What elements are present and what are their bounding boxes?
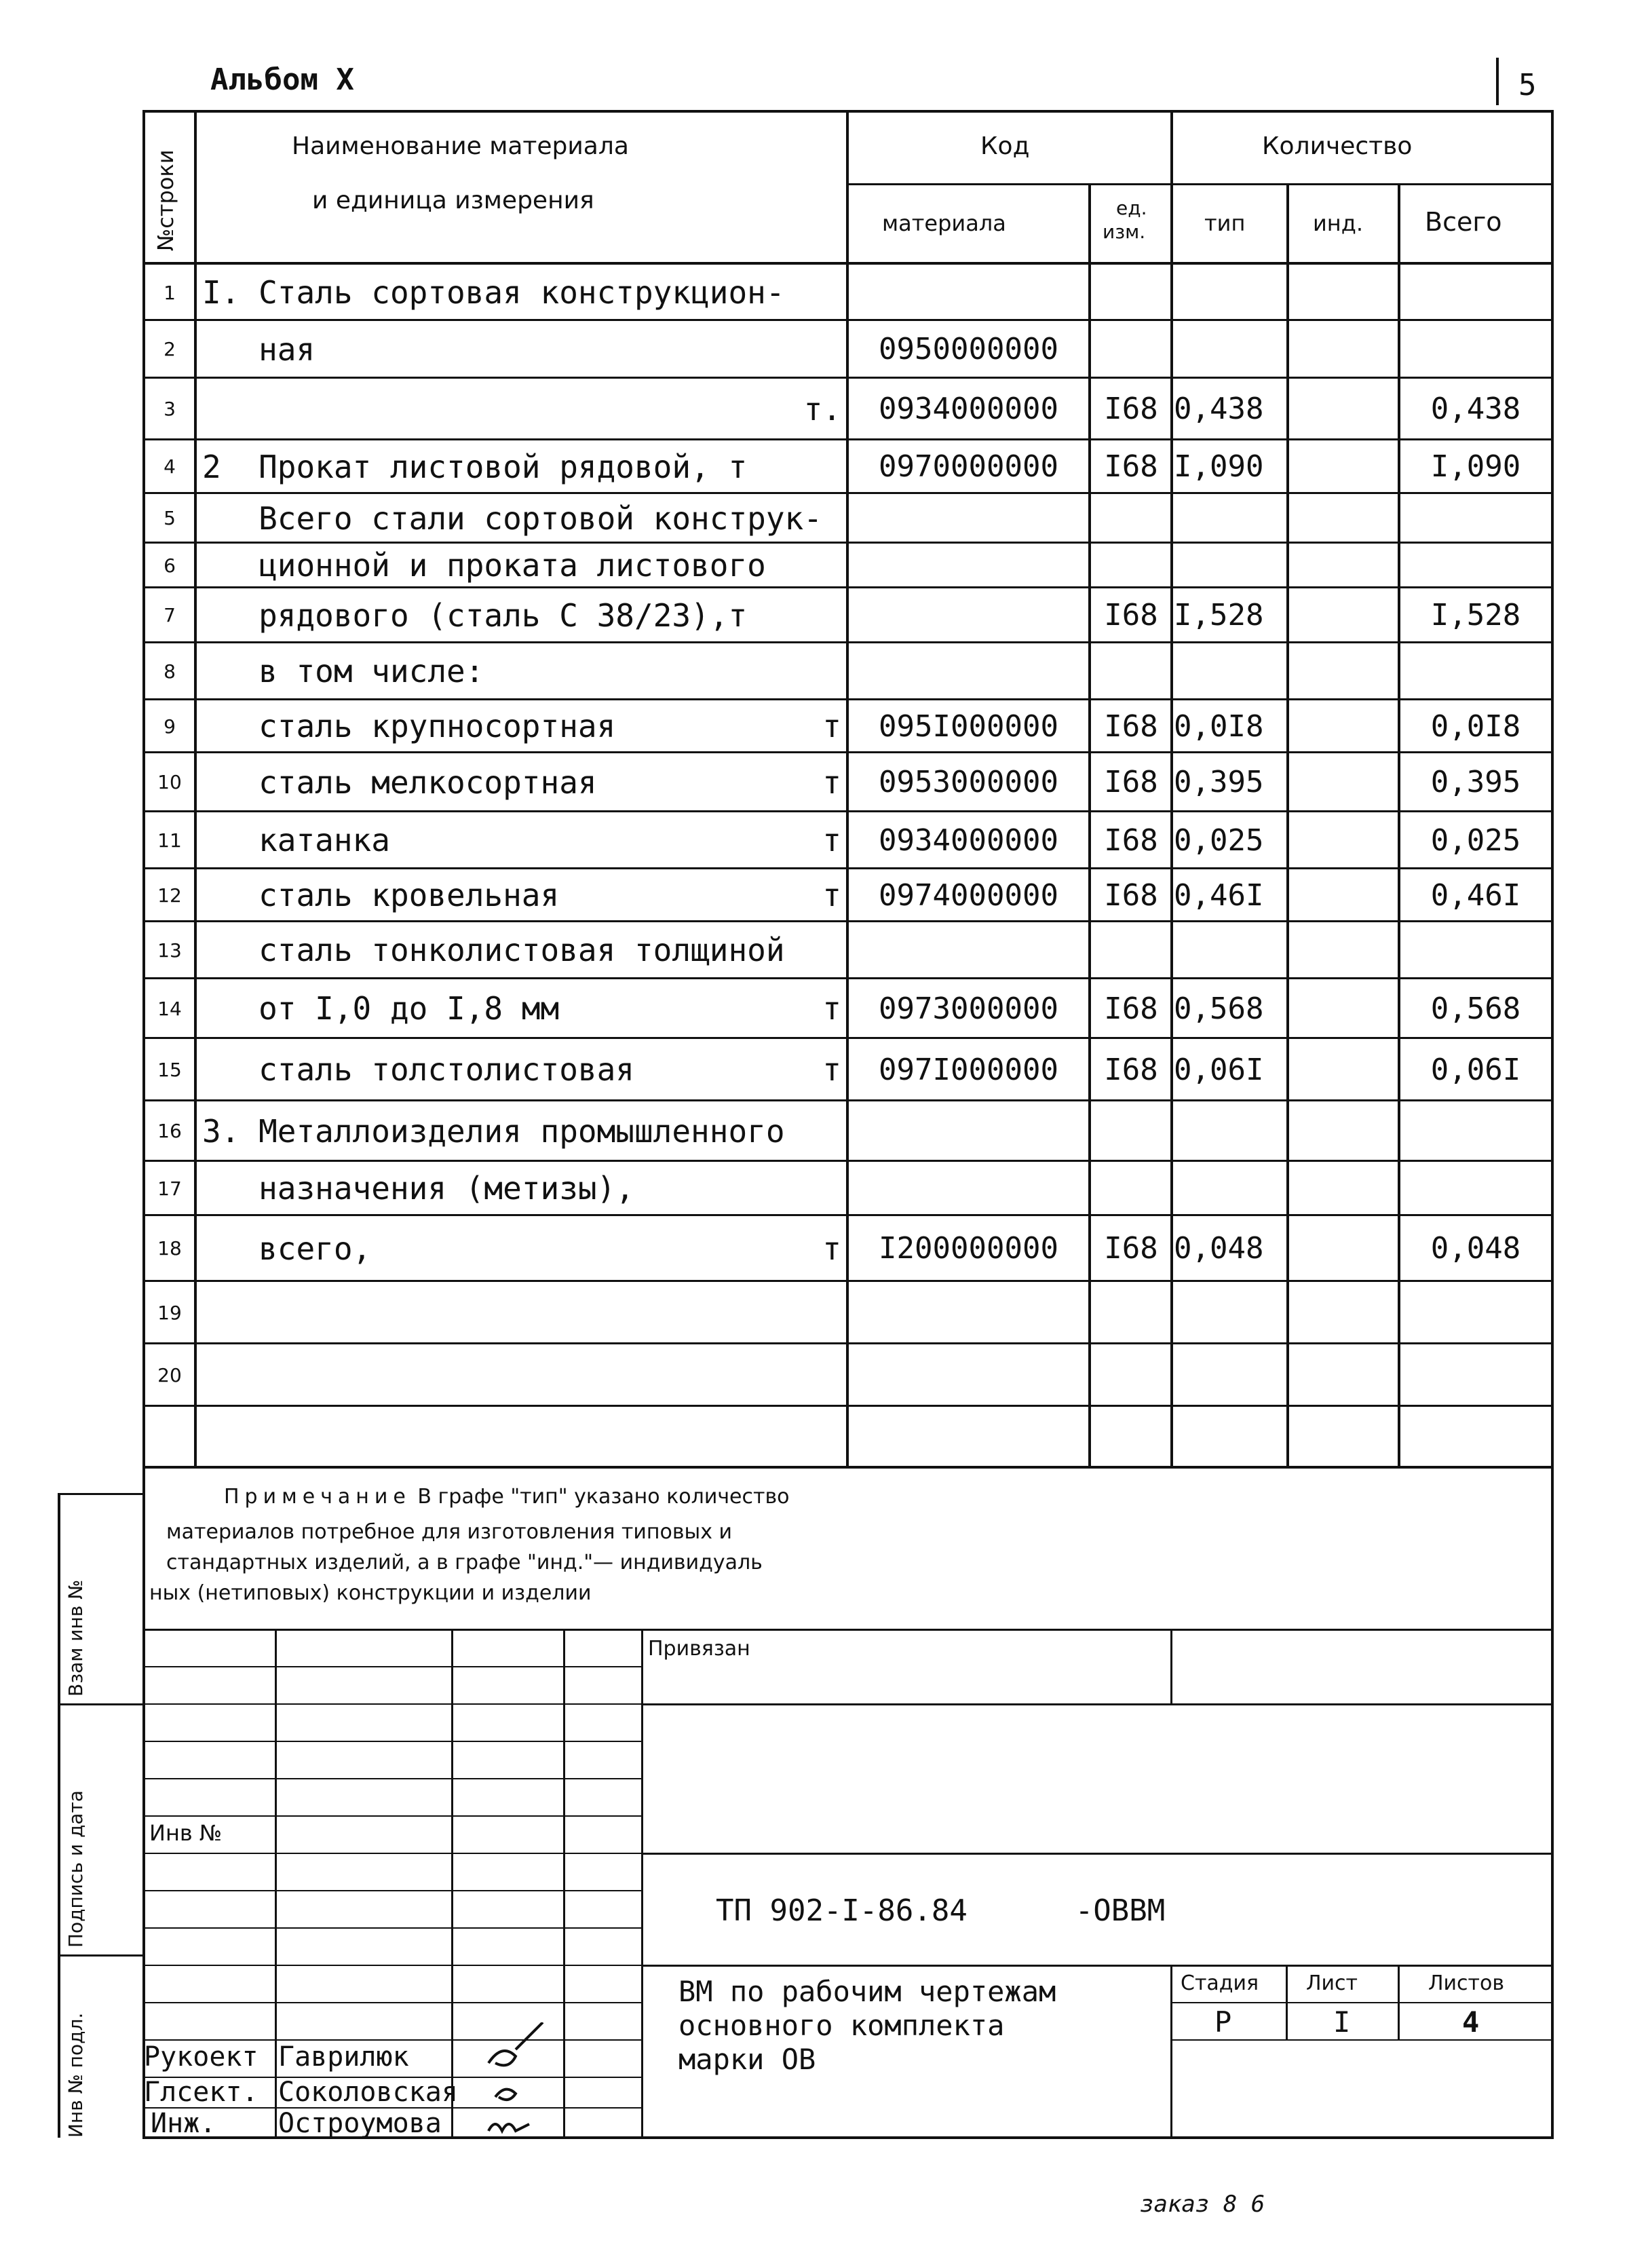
row-qty-typ	[1174, 643, 1286, 700]
row-qty-typ	[1174, 922, 1286, 979]
row-qty-total	[1400, 320, 1551, 378]
row-qty-total: 0,048	[1430, 1231, 1521, 1266]
row-code: 0934000000	[879, 392, 1058, 426]
row-qty-ind	[1289, 700, 1398, 753]
row-unit: т	[822, 990, 841, 1027]
row-qty-typ	[1174, 1161, 1286, 1215]
row-unit: т	[822, 763, 841, 801]
row-ed	[1091, 1161, 1171, 1215]
row-name: всего,	[202, 1230, 372, 1267]
row-qty-typ	[1174, 320, 1286, 378]
list-label: Лист	[1306, 1971, 1358, 1995]
row-qty-typ	[1174, 493, 1286, 543]
page-number: 5	[1518, 68, 1537, 102]
row-ed: I68	[1104, 1231, 1158, 1266]
signer-1-role: Рукоект	[144, 2041, 259, 2073]
row-code: 0934000000	[879, 823, 1058, 858]
row-qty-typ: 0,568	[1174, 991, 1264, 1026]
side-label-inv-podl: Инв № подл.	[64, 2012, 87, 2138]
row-unit: т	[822, 1230, 841, 1267]
stadia-label: Стадия	[1181, 1971, 1259, 1995]
header-qty-typ: тип	[1204, 210, 1246, 236]
row-qty-ind	[1289, 643, 1398, 700]
row-code	[851, 922, 1086, 979]
note-line3: стандартных изделий, а в графе "инд."— индивидуаль	[166, 1551, 763, 1574]
note-label: Примечание	[224, 1485, 411, 1509]
row-ed	[1091, 320, 1171, 378]
row-unit	[746, 643, 841, 700]
row-qty-ind	[1289, 493, 1398, 543]
side-label-vzam: Взам инв №	[64, 1579, 87, 1697]
signer-3-role: Инж.	[151, 2108, 216, 2139]
row-code	[851, 1101, 1086, 1161]
header-code: Код	[980, 132, 1030, 160]
row-ed: I68	[1104, 765, 1158, 799]
listov-label: Листов	[1428, 1971, 1505, 1995]
row-qty-total: I,528	[1430, 598, 1521, 632]
signer-2-role: Глсект.	[144, 2077, 259, 2108]
row-unit	[746, 440, 841, 493]
row-name	[202, 1344, 813, 1406]
row-ed	[1091, 1101, 1171, 1161]
row-name: сталь толстолистовая	[202, 1051, 634, 1088]
stadia-value: Р	[1214, 2005, 1232, 2039]
note-text: В графе "тип" указано количество	[417, 1485, 790, 1509]
header-quantity: Количество	[1262, 132, 1413, 160]
row-ed	[1091, 543, 1171, 588]
row-qty-total	[1400, 265, 1551, 320]
row-qty-ind	[1289, 922, 1398, 979]
privyazan-label: Привязан	[648, 1637, 750, 1661]
inv-no-label: Инв №	[149, 1820, 223, 1846]
row-qty-typ: 0,0I8	[1174, 708, 1264, 744]
row-name: сталь кровельная	[202, 877, 560, 913]
row-unit	[746, 265, 841, 320]
doc-title-line1: ВМ по рабочим чертежам	[678, 1975, 1056, 2008]
note-line2: материалов потребное для изготовления типовых и	[166, 1520, 733, 1544]
row-ed: I68	[1104, 392, 1158, 426]
row-qty-typ: 0,048	[1174, 1231, 1264, 1266]
row-code: 0973000000	[879, 991, 1058, 1026]
row-qty-total: 0,025	[1430, 823, 1521, 858]
row-ed: I68	[1104, 823, 1158, 858]
row-ed	[1091, 643, 1171, 700]
row-qty-ind	[1289, 588, 1398, 643]
row-name: в том числе:	[202, 653, 484, 689]
header-row-no: №строки	[153, 149, 178, 251]
row-code	[851, 543, 1086, 588]
row-name: назначения (метизы),	[202, 1170, 634, 1207]
footer-stamp: заказ 8 6	[1140, 2191, 1265, 2218]
row-name: сталь мелкосортная	[202, 763, 597, 801]
row-code	[851, 493, 1086, 543]
row-number: 14	[157, 997, 182, 1020]
signer-2-name: Соколовская	[278, 2077, 458, 2108]
row-qty-ind	[1289, 1215, 1398, 1281]
row-qty-total: 0,46I	[1430, 877, 1521, 913]
header-qty-total: Всего	[1425, 207, 1502, 237]
row-number: 5	[164, 507, 176, 529]
row-qty-total	[1400, 1161, 1551, 1215]
row-code: 0950000000	[879, 332, 1058, 366]
row-number: 3	[164, 398, 176, 420]
signer-1-name: Гаврилюк	[278, 2041, 409, 2073]
row-code: 097I000000	[879, 1052, 1058, 1087]
listov-value: 4	[1462, 2005, 1480, 2039]
row-qty-ind	[1289, 543, 1398, 588]
row-unit	[746, 1101, 841, 1161]
row-number: 4	[164, 455, 176, 478]
row-ed	[1091, 1281, 1171, 1344]
row-qty-ind	[1289, 265, 1398, 320]
row-qty-typ	[1174, 1101, 1286, 1161]
row-unit	[746, 1344, 841, 1406]
doc-title-line2: основного комплекта	[678, 2009, 1005, 2042]
header-name-line2: и единица измерения	[312, 187, 594, 214]
row-name: сталь крупносортная	[202, 708, 616, 744]
row-code	[851, 1281, 1086, 1344]
row-qty-total	[1400, 643, 1551, 700]
row-code: 0974000000	[879, 877, 1058, 913]
row-qty-typ: I,090	[1174, 449, 1264, 484]
row-code: 0970000000	[879, 449, 1058, 484]
row-number: 18	[157, 1237, 182, 1260]
header-code-material: материала	[882, 210, 1006, 236]
row-number: 13	[157, 939, 182, 962]
signature-marks	[475, 2022, 583, 2138]
row-ed: I68	[1104, 1052, 1158, 1087]
row-number: 20	[157, 1363, 182, 1386]
row-qty-total	[1400, 493, 1551, 543]
row-qty-typ	[1174, 265, 1286, 320]
row-qty-typ	[1174, 543, 1286, 588]
row-ed	[1091, 1344, 1171, 1406]
row-qty-total: 0,568	[1430, 991, 1521, 1026]
row-qty-total: 0,06I	[1430, 1052, 1521, 1087]
row-name: Всего стали сортовой конструк-	[202, 499, 822, 537]
row-name	[202, 1281, 813, 1344]
row-qty-ind	[1289, 320, 1398, 378]
row-ed	[1091, 265, 1171, 320]
row-number: 2	[164, 338, 176, 360]
row-qty-ind	[1289, 1161, 1398, 1215]
row-ed: I68	[1104, 598, 1158, 632]
row-qty-ind	[1289, 378, 1398, 440]
row-code: 095I000000	[879, 708, 1058, 744]
row-number: 9	[164, 715, 176, 738]
row-name: от I,0 до I,8 мм	[202, 990, 560, 1027]
row-ed: I68	[1104, 449, 1158, 484]
row-ed: I68	[1104, 708, 1158, 744]
row-number: 15	[157, 1058, 182, 1081]
row-unit	[746, 320, 841, 378]
row-qty-ind	[1289, 1101, 1398, 1161]
row-name	[202, 378, 813, 440]
row-name: I. Сталь сортовая конструкцион-	[202, 274, 785, 311]
row-unit: т	[822, 1051, 841, 1088]
row-number: 19	[157, 1301, 182, 1324]
row-qty-typ: 0,395	[1174, 765, 1264, 799]
row-qty-ind	[1289, 1281, 1398, 1344]
row-number: 8	[164, 660, 176, 683]
row-unit	[746, 1281, 841, 1344]
row-qty-total	[1400, 543, 1551, 588]
doc-title-line3: марки ОВ	[678, 2043, 816, 2076]
row-number: 6	[164, 554, 176, 577]
row-code	[851, 643, 1086, 700]
header-unit-line1: ед.	[1116, 197, 1147, 219]
row-qty-total	[1400, 1281, 1551, 1344]
row-ed	[1091, 922, 1171, 979]
row-code	[851, 1161, 1086, 1215]
row-qty-ind	[1289, 1344, 1398, 1406]
row-number: 7	[164, 604, 176, 626]
row-qty-typ: I,528	[1174, 598, 1264, 632]
row-name: ционной и проката листового	[202, 547, 766, 584]
row-number: 17	[157, 1177, 182, 1200]
row-unit	[746, 493, 841, 543]
row-ed: I68	[1104, 991, 1158, 1026]
row-qty-typ: 0,46I	[1174, 877, 1264, 913]
row-name: 2 Прокат листовой рядовой, т	[202, 448, 748, 485]
row-qty-total: 0,438	[1430, 392, 1521, 426]
row-number: 10	[157, 771, 182, 793]
row-number: 11	[157, 829, 182, 852]
row-qty-total: I,090	[1430, 449, 1521, 484]
list-value: I	[1333, 2005, 1351, 2039]
row-qty-typ	[1174, 1281, 1286, 1344]
row-qty-total	[1400, 1101, 1551, 1161]
row-name: ная	[202, 330, 315, 368]
signer-3-name: Остроумова	[278, 2108, 442, 2139]
row-qty-ind	[1289, 979, 1398, 1038]
row-qty-typ: 0,025	[1174, 823, 1264, 858]
row-name: рядового (сталь С 38/23),т	[202, 597, 748, 634]
note-line1	[224, 1485, 790, 1509]
page-number-divider	[1496, 58, 1499, 105]
header-name-line1: Наименование материала	[292, 132, 629, 160]
row-qty-ind	[1289, 1038, 1398, 1101]
row-unit: т	[822, 822, 841, 858]
row-qty-total	[1400, 922, 1551, 979]
row-qty-ind	[1289, 869, 1398, 922]
row-qty-total: 0,0I8	[1430, 708, 1521, 744]
row-name: сталь тонколистовая толщиной	[202, 932, 785, 968]
row-qty-ind	[1289, 812, 1398, 869]
header-qty-ind: инд.	[1313, 210, 1364, 236]
row-qty-typ	[1174, 1344, 1286, 1406]
row-number: 12	[157, 884, 182, 907]
row-unit: т	[822, 708, 841, 744]
row-name: катанка	[202, 822, 390, 858]
side-label-podpis: Подпись и дата	[64, 1790, 87, 1948]
doc-code: ТП 902-I-86.84 -ОВВМ	[716, 1893, 1166, 1928]
row-ed: I68	[1104, 877, 1158, 913]
row-code: 0953000000	[879, 765, 1058, 799]
row-qty-ind	[1289, 440, 1398, 493]
row-unit	[746, 922, 841, 979]
row-number: 1	[164, 281, 176, 304]
row-qty-ind	[1289, 753, 1398, 812]
row-number: 16	[157, 1120, 182, 1142]
row-name: 3. Металлоизделия промышленного	[202, 1112, 785, 1150]
row-unit	[746, 1161, 841, 1215]
row-code	[851, 1344, 1086, 1406]
row-unit	[746, 543, 841, 588]
note-line4: ных (нетиповых) конструкции и изделии	[149, 1581, 592, 1605]
row-qty-total	[1400, 1344, 1551, 1406]
row-unit: т	[822, 877, 841, 913]
row-code: I200000000	[879, 1231, 1058, 1266]
header-unit-line2: изм.	[1103, 221, 1146, 243]
row-unit: т.	[803, 390, 841, 428]
row-code	[851, 265, 1086, 320]
row-qty-typ: 0,06I	[1174, 1052, 1264, 1087]
row-unit	[746, 588, 841, 643]
row-qty-total: 0,395	[1430, 765, 1521, 799]
row-code	[851, 588, 1086, 643]
row-ed	[1091, 493, 1171, 543]
album-title: Альбом X	[210, 62, 354, 97]
row-qty-typ: 0,438	[1174, 392, 1264, 426]
